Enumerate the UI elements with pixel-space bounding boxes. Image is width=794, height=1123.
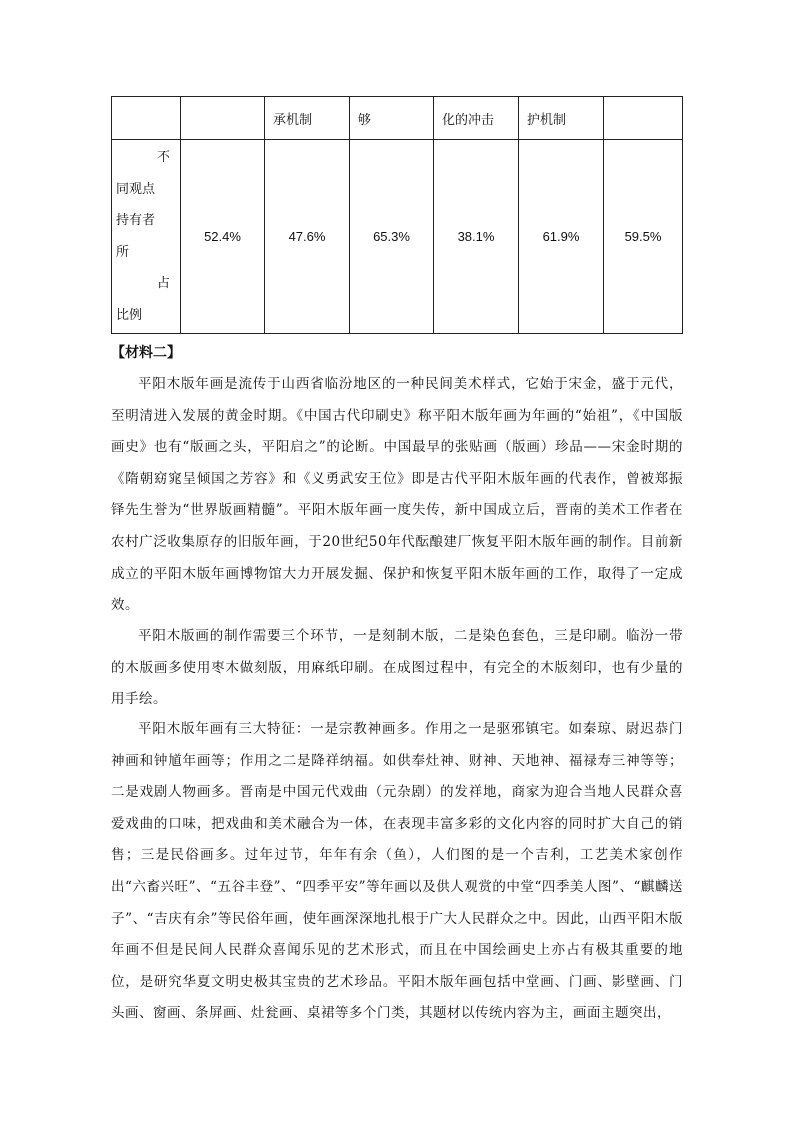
table-header-cell: 够 bbox=[350, 97, 434, 140]
paragraph: 平阳木版年画是流传于山西省临汾地区的一种民间美术样式，它始于宋金，盛于元代，至明清进入发展的黄金时期。《中国古代印刷史》称平阳木版年画为年画的“始祖”，《中国版画史》也有“版画之头，平阳启之”的论断。中国最早的张贴画（版画）珍品——宋金时期的《隋朝窈窕呈倾国之芳容》和《义勇武安王位》即是古代平阳木版年画的代表作，曾被郑振铎先生誉为“世界版画精髓”。平阳木版年画一度失传，新中国成立后，晋南的美术工作者在农村广泛收集原存的旧版年画，于20世纪50年代酝酿建厂恢复平阳木版年画的制作。目前新成立的平阳木版年画博物馆大力开展发掘、保护和恢复平阳木版年画的工作，取得了一定成效。 bbox=[111, 376, 683, 614]
row-label-line: 占 bbox=[156, 276, 170, 291]
row-label-line: 同观点 bbox=[116, 181, 156, 197]
table-row bbox=[112, 140, 683, 334]
percentage-cell: 38.1% bbox=[434, 140, 519, 334]
table-header-cell bbox=[181, 97, 265, 140]
table-header-cell bbox=[112, 97, 181, 140]
paragraph: 平阳木版画的制作需要三个环节，一是刻制木版，二是染色套色，三是印刷。临汾一带的木版画多使用枣木做刻版，用麻纸印刷。在成图过程中，有完全的木版刻印，也有少量的用手绘。 bbox=[111, 628, 683, 708]
percentage-cell: 52.4% bbox=[181, 140, 265, 334]
table-header-cell bbox=[604, 97, 683, 140]
table-header-cell: 化的冲击 bbox=[434, 97, 519, 140]
row-label-line: 所 bbox=[116, 244, 130, 260]
row-label-cell bbox=[112, 140, 181, 334]
paragraph: 平阳木版年画有三大特征：一是宗教神画多。作用之一是驱邪镇宅。如秦琼、尉迟恭门神画和钟馗年画等；作用之二是降祥纳福。如供奉灶神、财神、天地神、福禄寿三神等等；二是戏剧人物画多。晋南是中国元代戏曲（元杂剧）的发祥地，商家为迎合当地人民群众喜爱戏曲的口味，把戏曲和美术融合为一体，在表现丰富多彩的文化内容的同时扩大自己的销售；三是民俗画多。过年过节，年年有余（鱼），人们图的是一个吉利，工艺美术家创作出“六畜兴旺”、“五谷丰登”、“四季平安”等年画以及供人观赏的中堂“四季美人图”、“麒麟送子”、“吉庆有余”等民俗年画，使年画深深地扎根于广大人民群众之中。因此，山西平阳木版年画不但是民间人民群众喜闻乐见的艺术形式，而且在中国绘画史上亦占有极其重要的地位，是研究华夏文明史极其宝贵的艺术珍品。平阳木版年画包括中堂画、门画、影壁画、门头画、窗画、条屏画、灶瓮画、桌裙等多个门类，其题材以传统内容为主，画面主题突出， bbox=[111, 721, 683, 1022]
table-header-cell: 护机制 bbox=[519, 97, 604, 140]
row-label-line: 不 bbox=[156, 150, 170, 165]
table-header-cell: 承机制 bbox=[265, 97, 350, 140]
row-label-line: 比例 bbox=[116, 307, 143, 323]
percentage-cell: 59.5% bbox=[604, 140, 683, 334]
survey-table bbox=[111, 96, 683, 334]
material-heading: 【材料二】 bbox=[111, 345, 181, 361]
percentage-cell: 61.9% bbox=[519, 140, 604, 334]
table-header-row bbox=[112, 97, 683, 140]
percentage-cell: 47.6% bbox=[265, 140, 350, 334]
percentage-cell: 65.3% bbox=[350, 140, 434, 334]
row-label-line: 持有者 bbox=[116, 213, 156, 228]
